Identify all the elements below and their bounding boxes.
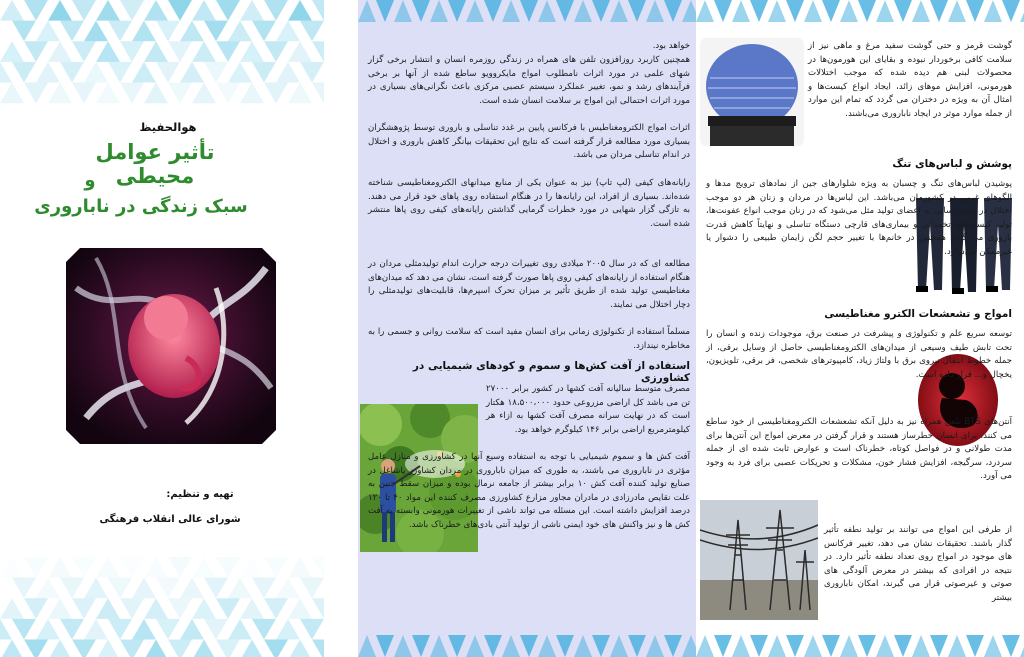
triangle-shape <box>216 83 240 104</box>
triangle-shape <box>72 41 96 62</box>
band-triangle <box>376 0 394 22</box>
triangle-shape <box>228 62 252 83</box>
triangle-shape <box>204 62 228 83</box>
band-triangle <box>714 635 732 657</box>
triangle-shape <box>264 557 288 578</box>
triangle-band-top-right <box>696 0 1024 22</box>
band-triangle <box>786 635 804 657</box>
triangle-shape <box>84 578 108 599</box>
middle-panel <box>358 0 696 657</box>
obese-belly-icon <box>700 38 804 146</box>
band-triangle <box>804 635 822 657</box>
triangle-shape <box>24 83 48 104</box>
triangle-shape <box>84 619 108 640</box>
right-panel <box>696 0 1024 657</box>
band-triangle <box>840 635 858 657</box>
triangle-shape <box>300 62 324 83</box>
band-triangle <box>646 0 664 22</box>
band-triangle <box>876 0 894 22</box>
triangle-shape <box>108 619 132 640</box>
band-triangle <box>430 635 448 657</box>
band-triangle <box>556 0 574 22</box>
triangle-shape <box>300 21 324 42</box>
triangle-shape <box>72 640 96 657</box>
triangle-shape <box>60 62 84 83</box>
band-triangle <box>682 635 696 657</box>
triangle-shape <box>312 41 324 62</box>
triangle-shape <box>0 83 24 104</box>
triangle-shape <box>132 21 156 42</box>
triangle-shape <box>156 62 180 83</box>
triangle-shape <box>276 619 300 640</box>
triangle-shape <box>96 640 120 657</box>
triangle-shape <box>0 0 24 21</box>
band-triangle <box>822 635 840 657</box>
band-triangle <box>948 635 966 657</box>
triangle-shape <box>192 557 216 578</box>
triangle-shape <box>216 41 240 62</box>
triangle-shape <box>180 21 204 42</box>
triangle-shape <box>312 0 324 21</box>
band-triangle <box>768 635 786 657</box>
transmission-towers-icon <box>700 500 818 620</box>
triangle-shape <box>36 62 60 83</box>
triangle-shape <box>120 640 144 657</box>
middle-intro-p2: همچنین کاربرد روزافزون تلفن های همراه در زندگی روزمره انسان و انتشار برخی گزار شهای علمی در مورد اثرات نامطلوب امواج مایکروویو ساطع شده از آنها بر برخی فرآیندهای رشد و نمو، تغییر عملکرد سیستم عصبی مرکزی باعث نگرانی‌های بسیاری در مورد اثرات احتمالی این امواج بر سلامت انسان شده است. <box>368 55 690 106</box>
cover-panel <box>0 0 324 657</box>
band-triangle <box>786 0 804 22</box>
triangle-shape <box>168 41 192 62</box>
triangle-shape <box>216 640 240 657</box>
band-triangle <box>448 0 466 22</box>
middle-intro-p1: خواهد بود. <box>652 41 690 51</box>
triangle-shape <box>288 598 312 619</box>
triangle-shape <box>288 83 312 104</box>
middle-intro-p3: اثرات امواج الکترومغناطیس با فرکانس پایین بر غدد تناسلی و باروری توسط پژوهشگران بسیاری مورد مطالعه قرار گرفته است که نتایج این تحقیقات بیانگر کاهش باروری و اختلال در اندام تناسلی مردان می باشد. <box>368 123 690 161</box>
triangle-shape <box>168 598 192 619</box>
triangle-shape <box>288 41 312 62</box>
band-triangle <box>966 635 984 657</box>
band-triangle <box>984 0 1002 22</box>
band-triangle <box>484 635 502 657</box>
band-triangle <box>412 635 430 657</box>
triangle-shape <box>144 598 168 619</box>
triangle-shape <box>108 578 132 599</box>
cover-invocation: هوالحفیظ <box>139 120 197 134</box>
triangle-shape <box>48 41 72 62</box>
triangle-shape <box>12 21 36 42</box>
triangle-shape <box>156 21 180 42</box>
triangle-shape <box>60 619 84 640</box>
triangle-shape <box>144 640 168 657</box>
band-triangle <box>520 635 538 657</box>
triangle-shape <box>228 21 252 42</box>
triangle-shape <box>192 598 216 619</box>
right-heading-clothing: پوشش و لباس‌های تنگ <box>892 158 1012 170</box>
triangle-shape <box>96 557 120 578</box>
triangle-shape <box>72 557 96 578</box>
triangle-shape <box>180 62 204 83</box>
triangle-shape <box>240 640 264 657</box>
band-triangle <box>930 635 948 657</box>
cover-title-line1: تأثیر عوامل محیطی <box>95 140 215 188</box>
band-triangle <box>484 0 502 22</box>
triangle-shape <box>228 578 252 599</box>
triangle-shape <box>312 83 324 104</box>
triangle-shape <box>96 83 120 104</box>
triangle-shape <box>300 619 324 640</box>
triangle-shape <box>48 598 72 619</box>
band-triangle <box>750 635 768 657</box>
triangle-shape <box>120 557 144 578</box>
triangle-shape <box>132 578 156 599</box>
band-triangle <box>394 0 412 22</box>
cover-credit-org: شورای عالی انقلاب فرهنگی <box>99 514 241 525</box>
band-triangle <box>804 0 822 22</box>
band-triangle <box>538 0 556 22</box>
band-triangle <box>948 0 966 22</box>
triangle-shape <box>72 83 96 104</box>
triangle-shape <box>96 0 120 21</box>
triangle-shape <box>300 578 324 599</box>
triangle-shape <box>216 598 240 619</box>
band-triangle <box>412 0 430 22</box>
triangle-shape <box>288 0 312 21</box>
band-triangle <box>822 0 840 22</box>
triangle-shape <box>264 598 288 619</box>
band-triangle <box>466 0 484 22</box>
band-triangle <box>732 0 750 22</box>
band-triangle <box>714 0 732 22</box>
power-transmission-towers-image <box>700 500 818 620</box>
band-triangle <box>682 0 696 22</box>
band-triangle <box>768 0 786 22</box>
triangle-shape <box>0 41 24 62</box>
triangle-shape <box>312 640 324 657</box>
band-triangle <box>858 635 876 657</box>
triangle-shape <box>48 557 72 578</box>
band-triangle <box>502 0 520 22</box>
triangle-shape <box>24 41 48 62</box>
triangle-shape <box>84 21 108 42</box>
triangle-shape <box>240 0 264 21</box>
band-triangle <box>574 635 592 657</box>
triangle-shape <box>24 598 48 619</box>
cover-credit-label: تهیه و تنظیم: <box>166 489 234 500</box>
triangle-shape <box>0 598 24 619</box>
triangle-shape <box>120 41 144 62</box>
triangle-shape <box>132 619 156 640</box>
triangle-shape <box>120 0 144 21</box>
triangle-shape <box>276 21 300 42</box>
triangle-shape <box>108 62 132 83</box>
band-triangle <box>1002 635 1020 657</box>
triangle-shape <box>0 640 24 657</box>
triangle-pattern-top <box>0 0 324 110</box>
band-triangle <box>1020 635 1024 657</box>
band-triangle <box>502 635 520 657</box>
triangle-shape <box>108 21 132 42</box>
triangle-shape <box>264 83 288 104</box>
triangle-shape <box>264 640 288 657</box>
band-triangle <box>1020 0 1024 22</box>
triangle-shape <box>192 640 216 657</box>
triangle-shape <box>192 41 216 62</box>
triangle-shape <box>120 83 144 104</box>
triangle-shape <box>204 21 228 42</box>
triangle-shape <box>288 640 312 657</box>
triangle-shape <box>252 619 276 640</box>
right-p1: گوشت قرمز و حتی گوشت سفید مرغ و ماهی نیز از سلامت کافی برخوردار نبوده و بقایای این هورمون‌ها در محصولات لبنی هم دیده شده که موجب اختلالات هورمونی، افزایش موهای زائد، ایجاد انواع کیست‌ها و امثال آن به ویژه در دختران می گردد که تمام این موارد از جمله موارد موثر در ایجاد ناباروری می‌باشند. <box>808 41 1012 119</box>
band-triangle <box>628 635 646 657</box>
right-p2: پوشیدن لباس‌های تنگ و چسبان به ویژه شلوارهای جین از نمادهای ترویج مدها و الگوهای غربی در کشورمان می‌باشد. این لباس‌ها در مردان و زنان هر دو موجب اختلال در خون رسانی به اعضای تولید مثل می‌شود که در زنان موجب انواع عفونت‌ها، تولید کیست‌های تخمدانی و بیماری‌های قارچی دستگاه تناسلی و نهایتاً کاهش قدرت باروری می گردد همچنین در خانم‌ها با تغییر حجم لگن زایمان طبیعی را دشوار یا غیرممکن می‌سازد. <box>706 179 1012 257</box>
band-triangle <box>750 0 768 22</box>
triangle-shape <box>24 640 48 657</box>
fold-gap <box>324 0 358 657</box>
triangle-shape <box>276 62 300 83</box>
triangle-shape <box>0 619 12 640</box>
band-triangle <box>912 635 930 657</box>
band-triangle <box>358 635 376 657</box>
triangle-shape <box>252 21 276 42</box>
triangle-shape <box>252 578 276 599</box>
middle-intro-p5: مطالعه ای که در سال ۲۰۰۵ میلادی روی تغییرات درجه حرارت اندام تولیدمثلی مردان در هنگام استفاده از رایانه‌های کیفی روی پاها صورت گرفته است، نشان می دهد که میدان‌های مغناطیسی تولید شده از طریق تأثیر بر میزان تحرک اسپرم‌ها، قابلیت‌های تولیدمثلی را دچار اختلال می نمایند. <box>368 259 690 310</box>
band-triangle <box>592 635 610 657</box>
triangle-shape <box>36 619 60 640</box>
triangle-shape <box>36 21 60 42</box>
triangle-shape <box>168 0 192 21</box>
band-triangle <box>628 0 646 22</box>
band-triangle <box>664 0 682 22</box>
triangle-shape <box>228 619 252 640</box>
triangle-band-top <box>358 0 696 22</box>
triangle-shape <box>84 62 108 83</box>
triangle-shape <box>144 41 168 62</box>
triangle-shape <box>144 557 168 578</box>
triangle-shape <box>72 0 96 21</box>
triangle-shape <box>168 83 192 104</box>
band-triangle <box>610 635 628 657</box>
triangle-shape <box>276 578 300 599</box>
triangle-shape <box>240 41 264 62</box>
triangle-shape <box>216 0 240 21</box>
triangle-shape <box>144 0 168 21</box>
triangle-shape <box>192 0 216 21</box>
band-triangle <box>876 635 894 657</box>
triangle-shape <box>36 578 60 599</box>
band-triangle <box>358 0 376 22</box>
band-triangle <box>840 0 858 22</box>
triangle-shape <box>12 578 36 599</box>
band-triangle <box>376 635 394 657</box>
band-triangle <box>930 0 948 22</box>
triangle-shape <box>240 83 264 104</box>
band-triangle <box>894 0 912 22</box>
triangle-shape <box>48 640 72 657</box>
triangle-band-bottom <box>358 635 696 657</box>
band-triangle <box>664 635 682 657</box>
band-triangle <box>574 0 592 22</box>
triangle-shape <box>312 598 324 619</box>
band-triangle <box>610 0 628 22</box>
right-p3: توسعه سریع علم و تکنولوژی و پیشرفت در صنعت برق، موجودات زنده و انسان را تحت تابش طیف وسیعی از میدان‌های الکترومغناطیسی حاصل از وسایل برقی، از جمله خطوط انتقال نیروی برق با ولتاژ زیاد، کامپیوترهای شخصی، فر برقی، تلویزیون، یخچال و... قرار داده است. <box>706 329 1012 380</box>
band-triangle <box>538 635 556 657</box>
cover-title-line2: سبک زندگی در ناباروری <box>34 196 248 217</box>
band-triangle <box>394 635 412 657</box>
band-triangle <box>448 635 466 657</box>
triangle-shape <box>24 557 48 578</box>
right-p5: از طرفی این امواج می توانند بر تولید نطفه تأثیر گذار باشند. تحقیقات نشان می دهد، تغییر فرکانس های موجود در امواج روی تعداد نطفه تأثیر دارد. در نتیجه در افرادی که بیشتر در معرض آلودگی های صوتی و غیرصوتی قرار می گیرند، امکان ناباروری بیشتر <box>824 525 1012 603</box>
band-triangle <box>430 0 448 22</box>
triangle-shape <box>180 619 204 640</box>
triangle-shape <box>48 0 72 21</box>
triangle-shape <box>60 21 84 42</box>
middle-body-p2: آفت کش ها و سموم شیمیایی با توجه به استفاده وسیع آنها در کشاورزی و منازل عامل مؤثری در ناباروری می باشند، به طوری که میزان ناباروری در مردان کشاورز یاشاغل در صنایع تولید کننده آفت کش ۱۰ برابر بیشتر از جامعه نرمال بوده و میزان سقط جنین به علت نقایص مادرزادی در مادران مجاور مزارع کشاورزی مصرف کننده این مواد ۴۰ تا ۱۲۰ درصد افزایش داشته است. این مسئله می تواند ناشی از تغییرات هورمونی وابسته به آفت کش ها و نیز واکنش های خود ایمنی ناشی از تولید آنتی بادی‌های خطرناک باشد. <box>368 452 690 530</box>
triangle-shape <box>204 619 228 640</box>
fetus-in-womb-icon <box>66 248 276 444</box>
triangle-shape <box>168 640 192 657</box>
triangle-shape <box>0 557 24 578</box>
right-heading-electromagnetic: امواج و تشعشعات الکترو مغناطیسی <box>824 308 1012 320</box>
triangle-shape <box>96 41 120 62</box>
triangle-shape <box>264 41 288 62</box>
triangle-shape <box>312 557 324 578</box>
triangle-shape <box>12 619 36 640</box>
right-p4: آنتن‌های BTS تلفن همراه نیز به دلیل آنکه تشعشعات الکترومغناطیسی از خود ساطع می کنند، برای انسان خطرساز هستند و قرار گرفتن در معرض امواج این آنتن‌ها برای مدت طولانی و در فواصل کوتاه، خطرناک است و عوارض ثابت شده ای از جمله سردرد، سرگیجه، افزایش فشار خون، مشکلات و تحریکات عصبی برای فرد به وجود می آورد. <box>706 417 1013 482</box>
triangle-shape <box>192 83 216 104</box>
band-triangle <box>966 0 984 22</box>
band-triangle <box>984 635 1002 657</box>
obese-belly-image <box>700 38 804 146</box>
triangle-shape <box>252 62 276 83</box>
middle-intro-p4: رایانه‌های کیفی (لپ تاپ) نیز به عنوان یکی از منابع میدانهای الکترومغناطیسی شناخته شده‌اند. بسیاری از افراد، این رایانه‌ها را در هنگام استفاده روی پاهای خود قرار می دهند. به تازگی گزار شهایی در مورد خطرات گرمایی گذاشتن رایانه‌های کیفی روی پاها منتشر شده است. <box>368 178 690 229</box>
band-triangle <box>520 0 538 22</box>
triangle-shape <box>0 62 12 83</box>
triangle-shape <box>72 598 96 619</box>
triangle-band-bottom-right <box>696 635 1024 657</box>
band-triangle <box>556 635 574 657</box>
band-triangle <box>646 635 664 657</box>
band-triangle <box>592 0 610 22</box>
triangle-shape <box>216 557 240 578</box>
band-triangle <box>858 0 876 22</box>
triangle-shape <box>240 598 264 619</box>
fetus-in-womb-image <box>66 248 276 444</box>
middle-body-p1: مصرف متوسط سالیانه آفت کشها در کشور برابر ۲۷۰۰۰ تن می باشد کل اراضی مزروعی حدود ۱۸،۵۰۰،۰۰۰ هکتار است که در نهایت سرانه مصرف آفت کشها به ازاء هر کیلومترمربع اراضی برابر ۱۴۶ کیلوگرم خواهد بود. <box>486 384 690 435</box>
triangle-shape <box>48 83 72 104</box>
triangle-shape <box>96 598 120 619</box>
triangle-shape <box>204 578 228 599</box>
band-triangle <box>732 635 750 657</box>
band-triangle <box>894 635 912 657</box>
band-triangle <box>466 635 484 657</box>
triangle-shape <box>24 0 48 21</box>
triangle-shape <box>120 598 144 619</box>
triangle-shape <box>240 557 264 578</box>
band-triangle <box>1002 0 1020 22</box>
triangle-shape <box>12 62 36 83</box>
triangle-shape <box>60 578 84 599</box>
triangle-shape <box>132 62 156 83</box>
triangle-shape <box>144 83 168 104</box>
middle-intro-p6: مسلماً استفاده از تکنولوژی زمانی برای انسان مفید است که سلامت روانی و جسمی را به مخاطره نیندازد. <box>368 327 690 351</box>
triangle-shape <box>180 578 204 599</box>
band-triangle <box>912 0 930 22</box>
triangle-shape <box>288 557 312 578</box>
band-triangle <box>696 635 714 657</box>
triangle-shape <box>168 557 192 578</box>
triangle-shape <box>156 578 180 599</box>
triangle-pattern-bottom <box>0 557 324 657</box>
triangle-shape <box>156 619 180 640</box>
triangle-shape <box>264 0 288 21</box>
middle-heading: استفاده از آفت کش‌ها و سموم و کودهای شیمیایی در کشاورزی <box>412 360 690 384</box>
band-triangle <box>696 0 714 22</box>
cover-title-and: و <box>84 170 96 191</box>
